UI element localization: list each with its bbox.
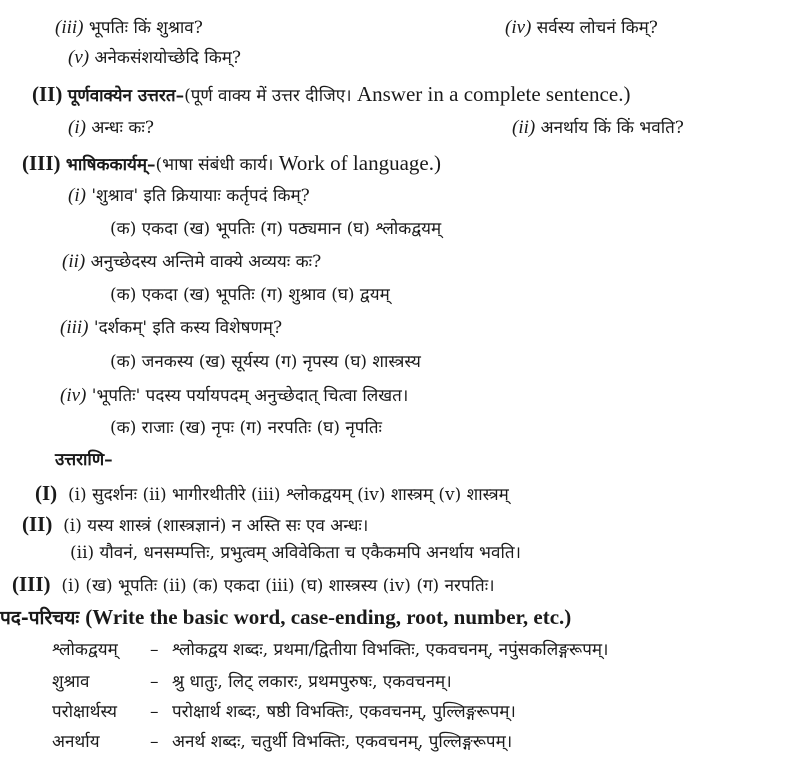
answer-text: (i) (ख) भूपतिः (ii) (क) एकदा (iii) (घ) शास्त्रस्य (iv) (ग) नरपतिः। (61, 576, 495, 596)
answer-ii-2: (ii) यौवनं, धनसम्पत्तिः, प्रभुत्वम् अविवेकिता च एकैकमपि अनर्थाय भवति। (70, 543, 521, 563)
q-num: (v) (68, 47, 90, 68)
section-num: (II) (32, 82, 63, 106)
section-ii-question-2 (512, 116, 684, 140)
pada-definition: अनर्थ शब्दः, चतुर्थी विभक्तिः, एकवचनम्, पुल्लिङ्गरूपम्। (172, 732, 513, 752)
answer-iii (12, 572, 495, 598)
pada-dash: – (150, 702, 159, 722)
mcq-options: (क) एकदा (ख) भूपतिः (ग) पठ्यमान (घ) श्लोकद्वयम् (110, 219, 442, 239)
mcq-options: (क) जनकस्य (ख) सूर्यस्य (ग) नृपस्य (घ) शास्त्रस्य (110, 352, 421, 372)
q-text: सर्वस्य लोचनं किम्? (536, 18, 658, 38)
pada-row (0, 700, 805, 724)
mcq-question (60, 316, 282, 340)
pada-dash: – (150, 672, 159, 692)
answers-heading: उत्तराणि– (55, 450, 113, 470)
answer-ii-1 (22, 512, 368, 538)
question-v (68, 46, 241, 70)
q-text: 'भूपतिः' पदस्य पर्यायपदम् अनुच्छेदात् चित्वा लिखत। (91, 386, 409, 406)
q-text: 'दर्शकम्' इति कस्य विशेषणम्? (93, 318, 283, 338)
pada-row (0, 730, 805, 754)
q-num: (i) (68, 185, 86, 206)
section-title: भाषिककार्यम्– (65, 155, 156, 175)
q-num: (iii) (55, 17, 84, 38)
pada-definition: परोक्षार्थ शब्दः, षष्ठी विभक्तिः, एकवचनम्, पुल्लिङ्गरूपम्। (172, 702, 516, 722)
question-iii (55, 16, 203, 40)
pada-dash: – (150, 732, 159, 752)
section-title: पूर्णवाक्येन उत्तरत– (67, 86, 185, 106)
pada-definition: श्रु धातुः, लिट् लकारः, प्रथमपुरुषः, एकवचनम्। (172, 672, 452, 692)
q-text: भूपतिः किं शुश्राव? (88, 18, 203, 38)
pada-word: परोक्षार्थस्य (52, 702, 117, 722)
mcq-options: (क) राजाः (ख) नृपः (ग) नरपतिः (घ) नृपतिः (110, 418, 382, 438)
pada-row (0, 670, 805, 694)
instruction-hi: (भाषा संबंधी कार्य। (155, 155, 274, 175)
pada-row (0, 638, 805, 662)
answer-num: (I) (35, 481, 58, 505)
q-text: अन्धः कः? (91, 118, 154, 138)
pada-word: शुश्राव (52, 672, 90, 692)
q-text: अनर्थाय किं किं भवति? (540, 118, 684, 138)
q-num: (ii) (512, 117, 536, 138)
mcq-question (60, 384, 408, 408)
q-text: 'शुश्राव' इति क्रियायाः कर्तृपदं किम्? (91, 186, 310, 206)
q-text: अनुच्छेदस्य अन्तिमे वाक्ये अव्ययः कः? (90, 252, 322, 272)
question-iv (505, 16, 658, 40)
pada-definition: श्लोकद्वय शब्दः, प्रथमा/द्वितीया विभक्तिः, एकवचनम्, नपुंसकलिङ्गरूपम्। (172, 640, 609, 660)
section-ii-heading (32, 82, 630, 108)
answer-text: (i) यस्य शास्त्रं (शास्त्रज्ञानं) न अस्ति सः एव अन्धः। (63, 516, 369, 536)
pada-word: अनर्थाय (52, 732, 100, 752)
heading-en: (Write the basic word, case-ending, root, number, etc.) (85, 605, 572, 629)
q-num: (i) (68, 117, 86, 138)
heading-hi: पद-परिचयः (0, 607, 80, 629)
answer-text: (i) सुदर्शनः (ii) भागीरथीतीरे (iii) श्लोकद्वयम् (iv) शास्त्रम् (v) शास्त्रम् (67, 485, 509, 505)
section-num: (III) (22, 151, 61, 175)
instruction-hi: (पूर्ण वाक्य में उत्तर दीजिए। (184, 86, 352, 106)
instruction-en: Work of language.) (278, 151, 441, 175)
q-num: (iv) (505, 17, 532, 38)
section-iii-heading (22, 151, 441, 177)
answer-i (35, 481, 509, 507)
pada-word: श्लोकद्वयम् (52, 640, 118, 660)
instruction-en: Answer in a complete sentence.) (356, 82, 631, 106)
q-num: (ii) (62, 251, 86, 272)
answer-num: (III) (12, 572, 51, 596)
answer-num: (II) (22, 512, 53, 536)
mcq-question (62, 250, 321, 274)
pada-dash: – (150, 640, 159, 660)
section-ii-question-1 (68, 116, 154, 140)
pada-parichay-heading (0, 605, 571, 630)
q-num: (iii) (60, 317, 89, 338)
q-text: अनेकसंशयोच्छेदि किम्? (94, 48, 242, 68)
q-num: (iv) (60, 385, 87, 406)
mcq-options: (क) एकदा (ख) भूपतिः (ग) शुश्राव (घ) द्वयम् (110, 285, 390, 305)
mcq-question (68, 184, 310, 208)
